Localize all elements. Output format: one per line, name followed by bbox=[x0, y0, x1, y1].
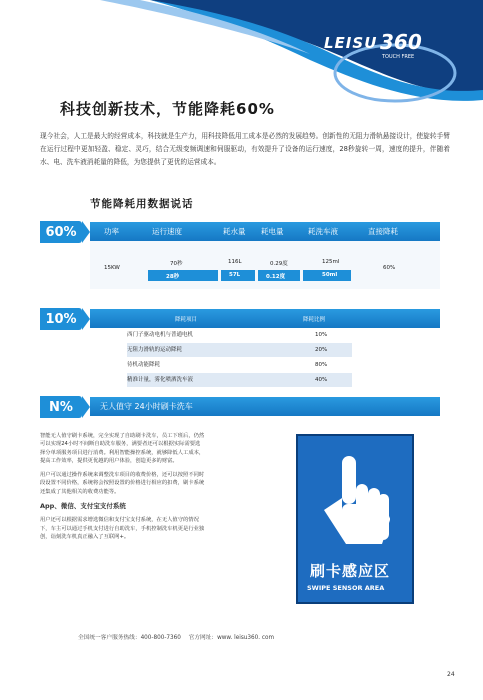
block2-header-bar bbox=[90, 309, 440, 328]
header-electric: 耗电量 bbox=[261, 227, 284, 236]
tag-n: N% bbox=[40, 396, 82, 418]
liquid-old: 125ml bbox=[322, 259, 340, 265]
list-item bbox=[127, 358, 352, 372]
intro-paragraph: 现今社会，人工是最大的经营成本，科技就是生产力，用科技降低用工成本是必然的发展趋势。创新性的无阻力滑轨悬接设计，使旋转手臂在运行过程中更加轻盈、稳定、灵巧，结合无级变频调速和伺服驱动，有效提升了设备的运行速度，28秒旋转一周，速度的提升，伴随着水、电、洗车液消耗量的降低，为您提供了更优的运营成本。 bbox=[40, 132, 450, 166]
water-old: 116L bbox=[228, 259, 242, 265]
header-reduction: 直接降耗 bbox=[368, 227, 398, 236]
logo-text: LEISU bbox=[324, 34, 378, 52]
block3-header-bar bbox=[90, 397, 440, 416]
hotline: 400-800-7360 bbox=[140, 635, 181, 641]
liquid-new: 50ml bbox=[322, 272, 338, 278]
section-title: 节能降耗用数据说话 bbox=[90, 198, 194, 210]
water-new: 57L bbox=[229, 272, 241, 278]
header-liquid: 耗洗车液 bbox=[308, 227, 338, 236]
brand-logo bbox=[318, 30, 468, 74]
item-label: 西门子驱动电机与普通电机 bbox=[127, 332, 194, 338]
header-water: 耗水量 bbox=[223, 227, 246, 236]
liquid-new-box bbox=[303, 270, 351, 281]
electric-new-box bbox=[258, 270, 300, 281]
speed-new: 28秒 bbox=[166, 274, 180, 280]
block3-text bbox=[40, 432, 205, 541]
paragraph: 用户还可以根据需求增选微信和支付宝支付系统，在无人值守的情况下，车主可以通过手机支付进行自助洗车，手机控制洗车机更是行业独创，诣刻洗车机真正融入了互联网+。 bbox=[40, 517, 205, 540]
list-item bbox=[127, 373, 352, 387]
header-power: 功率 bbox=[104, 227, 119, 236]
water-new-box bbox=[221, 270, 255, 281]
item-label: 无阻力滑轨的运动降耗 bbox=[127, 347, 183, 353]
block3-title: 无人值守 24小时刷卡洗车 bbox=[100, 402, 193, 411]
hotline-label: 全国统一客户服务热线： bbox=[78, 635, 141, 641]
logo-number: 360 bbox=[380, 30, 422, 54]
logo-tagline: TOUCH FREE bbox=[382, 54, 415, 60]
paragraph: 智能无人值守刷卡系统，完全实现了自助刷卡洗车，员工下班后，仍然可以实现24小时不间断自助洗车服务，满要者还可以根据实际需要选择分单项服务项目进行消费。利用智能操控系统，就够降低人工成本，提高工作效率，提供更优越的用户体验，创造更多的财富。 bbox=[40, 433, 205, 464]
tag-10: 10% bbox=[40, 308, 82, 330]
web-label: 官方网址： bbox=[188, 635, 218, 641]
sensor-label-cn: 刷卡感应区 bbox=[310, 562, 391, 580]
pointing-hand-icon bbox=[318, 450, 394, 548]
block1-header-bar bbox=[90, 222, 440, 241]
subheading: App、微信、支付宝支付系统 bbox=[40, 502, 126, 511]
header-speed: 运行速度 bbox=[152, 227, 182, 236]
web-address[interactable]: www. leisu360. com bbox=[217, 635, 275, 641]
paragraph: 用户可以通过操作系统来调整洗车项目的收费价格，还可以按照不同时段设置不同价格，系统将会按照设置的价格进行相应的扣费，刷卡系统还集成了其他相关的收费功能等。 bbox=[40, 472, 205, 495]
swipe-sensor-panel bbox=[296, 434, 414, 604]
page-number: 24 bbox=[447, 671, 455, 678]
electric-new: 0.12度 bbox=[266, 274, 286, 280]
speed-old: 70秒 bbox=[170, 261, 183, 267]
reduction-value: 60% bbox=[383, 265, 396, 271]
header-item: 降耗项目 bbox=[175, 317, 198, 323]
item-ratio: 10% bbox=[315, 332, 328, 338]
item-ratio: 40% bbox=[315, 377, 328, 383]
page-title: 科技创新技术，节能降耗60% bbox=[60, 100, 275, 118]
speed-new-box bbox=[148, 270, 218, 281]
header-ratio: 降耗比例 bbox=[303, 317, 326, 323]
electric-old: 0.29度 bbox=[270, 261, 288, 267]
power-value: 15KW bbox=[104, 265, 120, 271]
sensor-label-en: SWIPE SENSOR AREA bbox=[307, 584, 385, 592]
item-ratio: 80% bbox=[315, 362, 328, 368]
list-item bbox=[127, 328, 352, 342]
footer bbox=[78, 632, 398, 641]
item-label: 待机动能降耗 bbox=[127, 362, 161, 368]
item-label: 精准计量，雾化喷洒洗车液 bbox=[127, 377, 194, 383]
list-item bbox=[127, 343, 352, 357]
tag-60: 60% bbox=[40, 221, 82, 243]
item-ratio: 20% bbox=[315, 347, 328, 353]
